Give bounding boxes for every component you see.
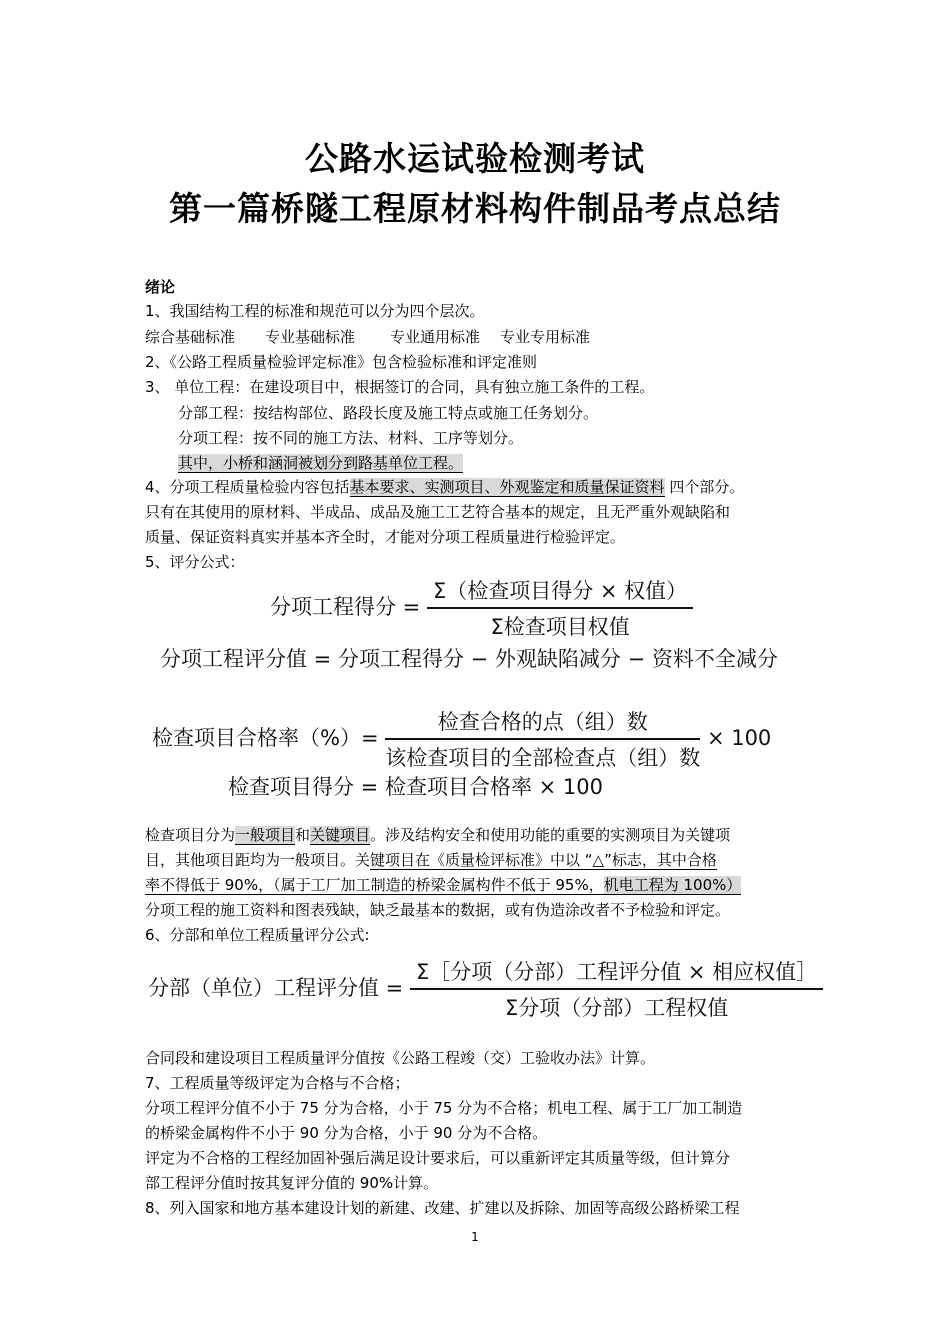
paragraph-6-text: 合同段和建设项目工程质量评分值按《公路工程竣（交）工验收办法》计算。	[145, 1049, 656, 1067]
paragraph-3-division: 分部工程：按结构部位、路段长度及施工特点或施工任务划分。	[178, 404, 599, 422]
formula-3-numerator: 检查合格的点（组）数	[385, 706, 700, 740]
page-number: 1	[471, 1230, 479, 1244]
formula-1-lhs: 分项工程得分 =	[270, 595, 421, 619]
formula-3-fraction	[385, 706, 700, 772]
paragraph-3-subitem: 分项工程：按不同的施工方法、材料、工序等划分。	[178, 429, 524, 447]
paragraph-7-line-4: 评定为不合格的工程经加固补强后满足设计要求后，可以重新评定其质量等级，但计算分	[145, 1149, 731, 1167]
paragraph-4-line-3: 质量、保证资料真实并基本齐全时，才能对分项工程质量进行检验评定。	[145, 528, 626, 546]
formula-item-score	[270, 575, 693, 641]
p5-c1-underlined: 率不得低于 90%，（属于工厂加工制造的桥梁金属构件不低于 95%，	[145, 876, 604, 894]
title-line-2: 第一篇桥隧工程原材料构件制品考点总结	[169, 189, 781, 228]
formula-check-score: 检查项目得分 = 检查项目合格率 × 100	[228, 775, 603, 799]
formula-3-denominator: 该检查项目的全部检查点（组）数	[385, 746, 701, 770]
paragraph-5-text-2	[145, 850, 717, 870]
formula-5-denominator: Σ分项（分部）工程权值	[504, 996, 729, 1020]
p5-b2-underlined: 键项目在《质量检评标准》中以 “△”标志，其中合格	[370, 851, 717, 869]
formula-pass-rate	[152, 706, 771, 772]
p5-a5: 。涉及结构安全和使用功能的重要的实测项目为关键项	[370, 826, 731, 844]
paragraph-1: 1、我国结构工程的标准和规范可以分为四个层次。	[145, 302, 485, 320]
paragraph-7-line-3: 的桥梁金属构件不小于 90 分为合格，小于 90 分为不合格。	[145, 1124, 548, 1142]
section-heading: 绪论	[145, 278, 176, 296]
formula-5-fraction	[410, 956, 823, 1022]
formula-5-lhs: 分部（单位）工程评分值 =	[148, 976, 404, 1000]
formula-1-denominator: Σ检查项目权值	[490, 615, 630, 639]
p5-b1: 目，其他项目距均为一般项目。关	[145, 851, 371, 869]
note-highlight: 其中，小桥和涵洞被划分到路基单位工程。	[178, 454, 464, 472]
paragraph-6-heading: 6、分部和单位工程质量评分公式:	[145, 926, 370, 944]
paragraph-8: 8、列入国家和地方基本建设计划的新建、改建、扩建以及拆除、加固等高级公路桥梁工程	[145, 1199, 740, 1217]
paragraph-7-line-2: 分项工程评分值不小于 75 分为合格，小于 75 分为不合格；机电工程、属于工厂加工制造	[145, 1099, 743, 1117]
formula-1-numerator: Σ（检查项目得分 × 权值）	[427, 575, 693, 609]
paragraph-5-text-1	[145, 825, 730, 845]
level-4: 专业专用标准	[500, 328, 591, 346]
key-item-highlight: 关键项目	[310, 826, 371, 844]
paragraph-3-note	[178, 453, 463, 473]
paragraph-4-line-1	[145, 477, 744, 497]
paragraph-7-line-5: 部工程评分值时按其复评分值的 90%计算。	[145, 1174, 439, 1192]
formula-division-rating	[148, 956, 823, 1022]
formula-5-numerator: Σ［分项（分部）工程评分值 × 相应权值］	[410, 956, 823, 990]
formula-3-lhs: 检查项目合格率（%）=	[152, 726, 379, 750]
formula-item-rating: 分项工程评分值 = 分项工程得分 − 外观缺陷减分 − 资料不全减分	[160, 647, 778, 671]
p5-c2-highlight: 机电工程为 100%）	[603, 876, 742, 894]
paragraph-4-line-2: 只有在其使用的原材料、半成品、成品及施工工艺符合基本的规定，且无严重外观缺陷和	[145, 503, 731, 521]
level-1: 综合基础标准	[145, 328, 236, 346]
p4-suffix: 四个部分。	[664, 478, 745, 496]
formula-3-rhs: × 100	[706, 726, 772, 750]
paragraph-5-text-3	[145, 875, 741, 895]
p5-a3: 和	[295, 826, 311, 844]
level-3: 专业通用标准	[390, 328, 481, 346]
paragraph-5-heading: 5、评分公式：	[145, 553, 245, 571]
title-line-1: 公路水运试验检测考试	[305, 139, 645, 178]
paragraph-2: 2、《公路工程质量检验评定标准》包含检验标准和评定准则	[145, 353, 538, 371]
level-2: 专业基础标准	[265, 328, 356, 346]
paragraph-5-text-4: 分项工程的施工资料和图表残缺，缺乏最基本的数据，或有伪造涂改者不予检验和评定。	[145, 901, 731, 919]
general-item-highlight: 一般项目	[235, 826, 296, 844]
p4-highlight: 基本要求、实测项目、外观鉴定和质量保证资料	[349, 478, 665, 496]
p4-prefix: 4、分项工程质量检验内容包括	[145, 478, 350, 496]
paragraph-7-line-1: 7、工程质量等级评定为合格与不合格；	[145, 1074, 410, 1092]
paragraph-3-unit: 3、 单位工程：在建设项目中，根据签订的合同，具有独立施工条件的工程。	[145, 378, 655, 396]
standard-levels	[145, 327, 590, 347]
p5-a1: 检查项目分为	[145, 826, 236, 844]
formula-1-fraction	[427, 575, 693, 641]
